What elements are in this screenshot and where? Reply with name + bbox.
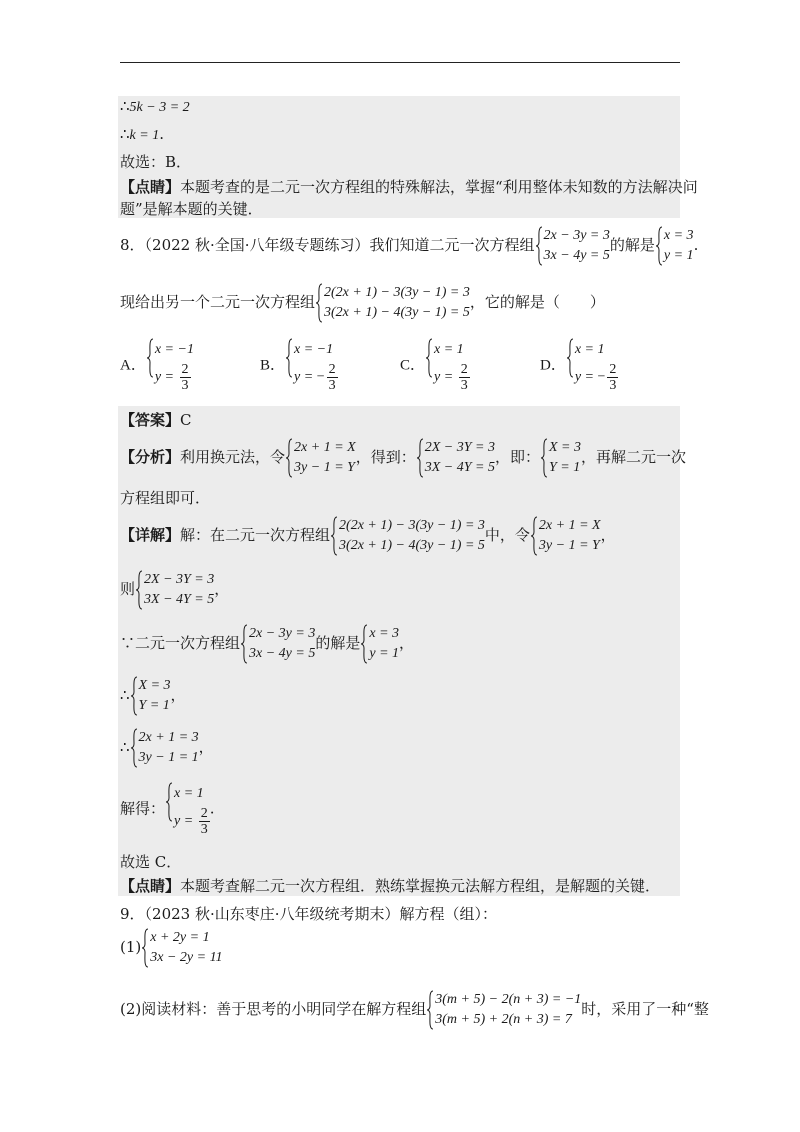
prev-choice: 故选：B．	[120, 153, 192, 171]
detail-choice: 故选 C．	[120, 853, 182, 871]
prev-line-1: ∴5k − 3 = 2	[120, 97, 190, 115]
comment2-tag: 【点睛】	[120, 877, 181, 895]
q8-solution-1: x = 3 y = 1	[655, 226, 694, 266]
prev-comment-line-1: 【点睛】本题考查的是二元一次方程组的特殊解法，掌握“利用整体未知数的方法解决问	[120, 178, 698, 196]
q8-system-2: 2(2x + 1) − 3(3y − 1) = 3 3(2x + 1) − 4(3y − 1) = 5	[315, 283, 470, 323]
q9-number: 9．	[120, 905, 145, 923]
option-b[interactable]: B． x = −1 y = − $\frac{2}{3}$	[260, 338, 338, 393]
q8-number: 8．	[120, 236, 145, 254]
q9-part-1: (1) x + 2y = 1 3x − 2y = 11	[120, 930, 223, 965]
detail-solve: 解得： x = 1 y = $\frac{2}{3}$ .	[120, 782, 214, 837]
detail-then: 则 2X − 3Y = 3 3X − 4Y = 5 ，	[120, 572, 230, 607]
answer-value: C	[180, 411, 192, 429]
q9-stem: 9．（2023 秋·山东枣庄·八年级统考期末）解方程（组）：	[120, 905, 498, 923]
detail-because: ∵二元一次方程组 2x − 3y = 3 3x − 4y = 5 的解是 x = 3 y = 1 ，	[120, 626, 415, 661]
q8-system-1: 2x − 3y = 3 3x − 4y = 5	[535, 226, 610, 266]
option-c[interactable]: C． x = 1 y = $\frac{2}{3}$	[400, 338, 470, 393]
comment2-line: 【点睛】本题考查解二元一次方程组．熟练掌握换元法解方程组，是解题的关键．	[120, 877, 661, 895]
detail-therefore-2: ∴ 2x + 1 = 3 3y − 1 = 1 ，	[120, 730, 214, 765]
q9-part-2: (2)阅读材料：善于思考的小明同学在解方程组 3(m + 5) − 2(n + 3) = −1 3(m + 5) + 2(n + 3) = 7 时，采用了一种“整	[120, 992, 709, 1027]
answer-line	[120, 410, 192, 430]
prev-line-2: ∴k = 1.	[120, 125, 164, 143]
q8-source: （2022 秋·全国·八年级专题练习）	[144, 236, 370, 254]
detail-tag: 【详解】	[120, 526, 181, 544]
q8-stem-line-2: 现给出另一个二元一次方程组 2(2x + 1) − 3(3y − 1) = 3 3(2x + 1) − 4(3y − 1) = 5 ，它的解是（ ）	[120, 283, 605, 323]
prev-comment-line-2: 题”是解本题的关键．	[120, 200, 263, 218]
answer-tag: 【答案】	[120, 411, 181, 429]
q8-stem-line-1: 8．（2022 秋·全国·八年级专题练习）我们知道二元一次方程组 2x − 3y = 3 3x − 4y = 5 的解是 x = 3 y = 1 .	[120, 226, 698, 266]
detail-line-1: 【详解】解：在二元一次方程组 2(2x + 1) − 3(3y − 1) = 3 3(2x + 1) − 4(3y − 1) = 5 中，令 2x + 1 = X 3y − 1 = Y ，	[120, 518, 616, 553]
option-a[interactable]: A． x = −1 y = $\frac{2}{3}$	[120, 338, 194, 393]
analysis-tag: 【分析】	[120, 448, 181, 466]
header-rule	[120, 62, 680, 63]
comment-tag: 【点睛】	[120, 178, 181, 196]
analysis-line-1: 【分析】利用换元法，令 2x + 1 = X 3y − 1 = Y ，得到： 2X − 3Y = 3 3X − 4Y = 5 ，即： X = 3 Y = 1 ，再解二元一次	[120, 440, 686, 475]
option-d[interactable]: D． x = 1 y = − $\frac{2}{3}$	[540, 338, 618, 393]
analysis-line-2: 方程组即可．	[120, 489, 211, 507]
detail-therefore-1: ∴ X = 3 Y = 1 ，	[120, 678, 186, 713]
q9-source: （2023 秋·山东枣庄·八年级统考期末）	[144, 905, 400, 923]
